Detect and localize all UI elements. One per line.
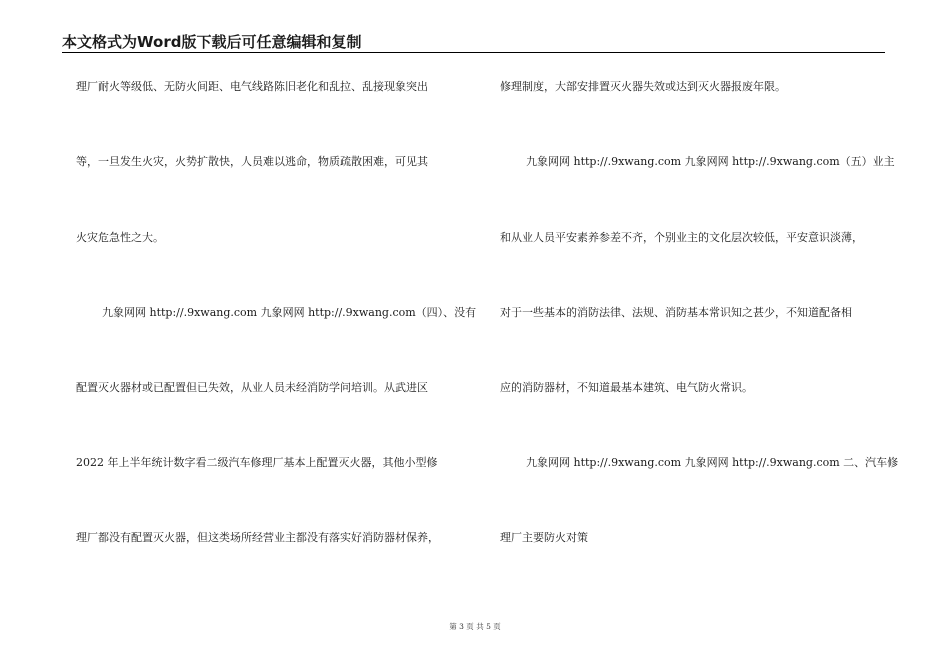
text-line: 和从业人员平安素养参差不齐，个别业主的文化层次较低，平安意识淡薄， [500,231,863,244]
text-line: 配置灭火器材或已配置但已失效，从业人员未经消防学问培训。从武进区 [76,381,428,394]
text-line: 应的消防器材，不知道最基本建筑、电气防火常识。 [500,381,753,394]
text-line: 等，一旦发生火灾，火势扩散快，人员难以逃命，物质疏散困难，可见其 [76,155,428,168]
text-line: 九象网网 http://.9xwang.com 九象网网 http://.9xwang.com（五）业主 [526,155,895,168]
text-line: 理厂耐火等级低、无防火间距、电气线路陈旧老化和乱拉、乱接现象突出 [76,80,428,93]
text-line: 修理制度，大部安排置灭火器失效或达到灭火器报废年限。 [500,80,786,93]
page-number: 第 3 页 共 5 页 [449,622,501,631]
page-header [62,30,885,53]
text-line: 对于一些基本的消防法律、法规、消防基本常识知之甚少，不知道配备相 [500,306,852,319]
header-title: 本文格式为Word版下载后可任意编辑和复制 [62,33,362,51]
text-line: 九象网网 http://.9xwang.com 九象网网 http://.9xwang.com 二、汽车修 [526,456,899,469]
text-line: 九象网网 http://.9xwang.com 九象网网 http://.9xwang.com（四）、没有 [102,306,477,319]
text-line: 理厂主要防火对策 [500,531,588,544]
text-line: 火灾危急性之大。 [76,231,164,244]
text-line: 2022 年上半年统计数字看二级汽车修理厂基本上配置灭火器，其他小型修 [76,456,438,469]
text-line: 理厂都没有配置灭火器，但这类场所经营业主都没有落实好消防器材保养， [76,531,439,544]
